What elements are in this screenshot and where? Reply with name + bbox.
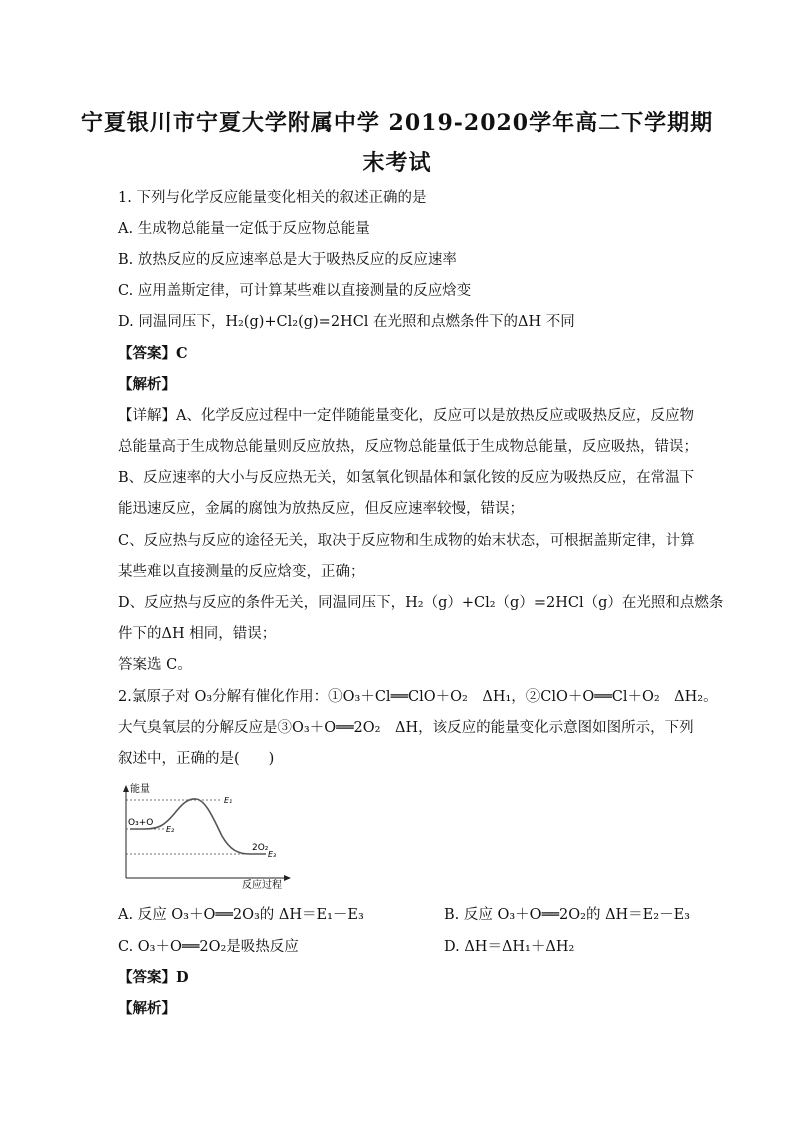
- y-axis-label: 能量: [130, 784, 150, 795]
- reactant-label: O₃+O: [128, 818, 154, 828]
- energy-diagram: [118, 782, 298, 890]
- q1-detail-line-4: 能迅速反应，金属的腐蚀为放热反应，但反应速率较慢，错误；: [118, 501, 524, 517]
- q2-stem-line-3: 叙述中，正确的是( ): [118, 751, 275, 767]
- q2-option-b: B. 反应 O₃＋O══2O₂的 ΔH＝E₂－E₃: [444, 907, 690, 923]
- q1-conclusion: 答案选 C。: [118, 657, 192, 673]
- e2-label: E₂: [166, 825, 175, 834]
- document-title-line-2: 末考试: [362, 150, 432, 176]
- q2-option-d: D. ΔH＝ΔH₁＋ΔH₂: [444, 939, 575, 955]
- x-axis-label: 反应过程: [242, 880, 282, 890]
- q1-detail-line-6: 某些难以直接测量的反应焓变，正确；: [118, 564, 365, 580]
- q1-detail-line-5: C、反应热与反应的途径无关，取决于反应物和生成物的始末状态，可根据盖斯定律，计算: [118, 533, 695, 549]
- q2-answer: 【答案】D: [118, 969, 189, 986]
- product-label: 2O₂: [252, 843, 269, 853]
- q2-stem-line-2: 大气臭氧层的分解反应是③O₃＋O══2O₂ ΔH，该反应的能量变化示意图如图所示，下列: [118, 720, 694, 736]
- q1-option-b: B. 放热反应的反应速率总是大于吸热反应的反应速率: [118, 252, 457, 268]
- q1-stem: 1. 下列与化学反应能量变化相关的叙述正确的是: [118, 190, 427, 206]
- x-axis-arrow: [284, 875, 291, 881]
- y-axis-arrow: [123, 785, 129, 792]
- q2-stem-line-1: 2.氯原子对 O₃分解有催化作用：①O₃＋Cl══ClO＋O₂ ΔH₁，②ClO＋O══Cl＋O₂ ΔH₂。: [118, 689, 718, 705]
- q1-detail-line-2: 总能量高于生成物总能量则反应放热，反应物总能量低于生成物总能量，反应吸热，错误；: [118, 439, 698, 455]
- q1-detail-line-3: B、反应速率的大小与反应热无关，如氢氧化钡晶体和氯化铵的反应为吸热反应，在常温下: [118, 470, 695, 486]
- q1-answer: 【答案】C: [118, 345, 188, 362]
- q1-detail-line-7: D、反应热与反应的条件无关，同温同压下，H₂（g）+Cl₂（g）=2HCl（g）在光照和点燃条: [118, 595, 724, 611]
- e3-label: E₃: [268, 850, 277, 859]
- e1-label: E₁: [224, 796, 233, 805]
- q1-detail-line-1: 【详解】A、化学反应过程中一定伴随能量变化，反应可以是放热反应或吸热反应，反应物: [118, 408, 694, 424]
- q1-detail-line-8: 件下的ΔH 相同，错误；: [118, 626, 277, 642]
- document-title-line-1: 宁夏银川市宁夏大学附属中学 2019-2020学年高二下学期期: [80, 110, 714, 136]
- q2-analysis-label: 【解析】: [118, 1000, 176, 1017]
- q1-option-a: A. 生成物总能量一定低于反应物总能量: [118, 221, 370, 237]
- q2-option-c: C. O₃＋O══2O₂是吸热反应: [118, 939, 299, 955]
- q1-analysis-label: 【解析】: [118, 376, 176, 393]
- q2-option-a: A. 反应 O₃＋O══2O₃的 ΔH＝E₁－E₃: [118, 907, 364, 923]
- q1-option-c: C. 应用盖斯定律，可计算某些难以直接测量的反应焓变: [118, 283, 472, 299]
- q1-option-d: D. 同温同压下，H₂(g)+Cl₂(g)=2HCl 在光照和点燃条件下的ΔH 不同: [118, 314, 575, 330]
